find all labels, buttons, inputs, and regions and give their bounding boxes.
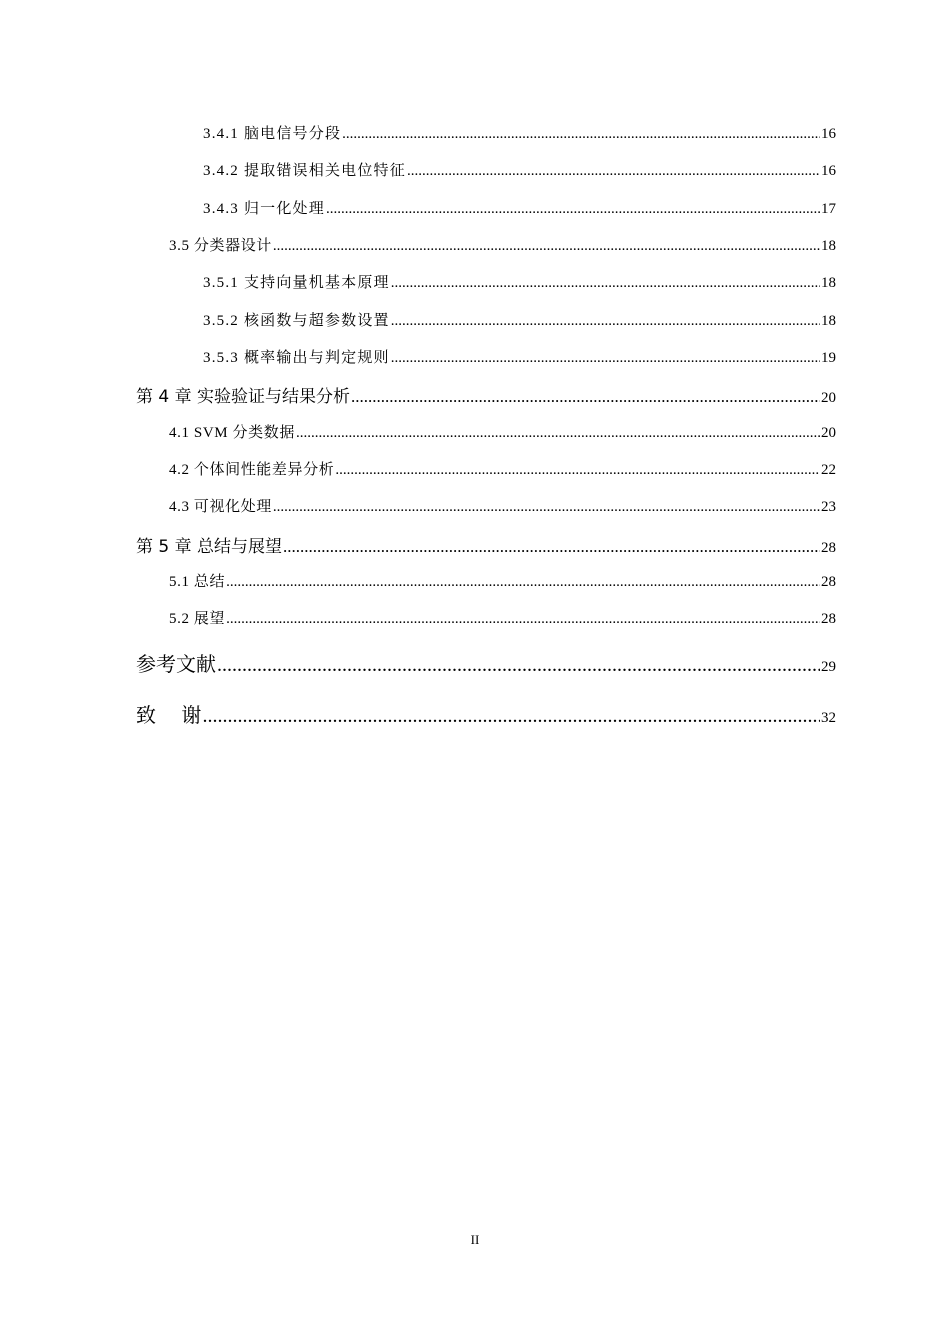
toc-entry-label: 3.5.3 概率输出与判定规则: [203, 350, 390, 366]
toc-entry-label: 3.5 分类器设计: [169, 238, 272, 254]
dot-leader: [391, 275, 820, 292]
toc-entry[interactable]: [203, 159, 836, 180]
dot-leader: [283, 537, 820, 557]
toc-entry-label: 3.5.1 支持向量机基本原理: [203, 275, 390, 291]
dot-leader: [273, 238, 820, 255]
toc-entry-page: 28: [821, 611, 836, 627]
toc-entry[interactable]: [169, 495, 836, 516]
toc-chapter-entry[interactable]: [136, 532, 836, 557]
toc-entry-label: 5.1 总结: [169, 574, 226, 590]
dot-leader: [296, 425, 820, 442]
toc-entry-page: 28: [821, 540, 836, 556]
toc-entry[interactable]: [169, 570, 836, 591]
toc-entry-page: 32: [821, 710, 836, 726]
toc-entry-page: 18: [821, 313, 836, 329]
dot-leader: [407, 163, 820, 180]
toc-entry-label: 5.2 展望: [169, 611, 226, 627]
toc-entry-page: 16: [821, 126, 836, 142]
dot-leader: [202, 705, 820, 728]
toc-entry[interactable]: [169, 607, 836, 628]
toc-entry-label: 参考文献: [136, 652, 216, 676]
dot-leader: [351, 387, 820, 407]
toc-chapter-entry[interactable]: [136, 382, 836, 407]
dot-leader: [226, 574, 820, 591]
toc-entry-page: 20: [821, 425, 836, 441]
toc-entry-label: 3.5.2 核函数与超参数设置: [203, 313, 390, 329]
dot-leader: [342, 126, 820, 143]
toc-entry-page: 18: [821, 275, 836, 291]
dot-leader: [226, 611, 820, 628]
toc-entry-label: 3.4.2 提取错误相关电位特征: [203, 163, 406, 179]
toc-entry[interactable]: [169, 234, 836, 255]
toc-entry-label: 3.4.1 脑电信号分段: [203, 126, 342, 142]
toc-entry[interactable]: [203, 346, 836, 367]
toc-entry-page: 17: [821, 201, 836, 217]
dot-leader: [391, 313, 820, 330]
toc-entry-page: 16: [821, 163, 836, 179]
toc-entry-page: 18: [821, 238, 836, 254]
dot-leader: [326, 201, 820, 218]
toc-entry-label: 4.3 可视化处理: [169, 499, 272, 515]
toc-entry-label: 第 4 章 实验验证与结果分析: [136, 387, 351, 407]
page-number: II: [470, 1232, 480, 1247]
toc-entry-page: 23: [821, 499, 836, 515]
dot-leader: [273, 499, 820, 516]
toc-entry-label: 4.2 个体间性能差异分析: [169, 462, 335, 478]
toc-entry[interactable]: [203, 271, 836, 292]
toc-entry[interactable]: [203, 309, 836, 330]
dot-leader: [335, 462, 820, 479]
toc-entry-page: 19: [821, 350, 836, 366]
toc-chapter-entry[interactable]: [136, 648, 836, 677]
toc-entry-label: 致 谢: [136, 703, 202, 727]
toc-entry-label: 4.1 SVM 分类数据: [169, 425, 295, 441]
toc-entry[interactable]: [169, 421, 836, 442]
toc-entry-page: 29: [821, 659, 836, 675]
toc-entry[interactable]: [203, 197, 836, 218]
toc-chapter-entry[interactable]: [136, 699, 836, 728]
dot-leader: [217, 654, 820, 677]
toc-entry-page: 20: [821, 390, 836, 406]
dot-leader: [391, 350, 820, 367]
toc-entry[interactable]: [169, 458, 836, 479]
toc-entry-page: 22: [821, 462, 836, 478]
toc-entry-page: 28: [821, 574, 836, 590]
toc-entry[interactable]: [203, 122, 836, 143]
toc-entry-label: 3.4.3 归一化处理: [203, 201, 325, 217]
toc-entry-label: 第 5 章 总结与展望: [136, 537, 283, 557]
